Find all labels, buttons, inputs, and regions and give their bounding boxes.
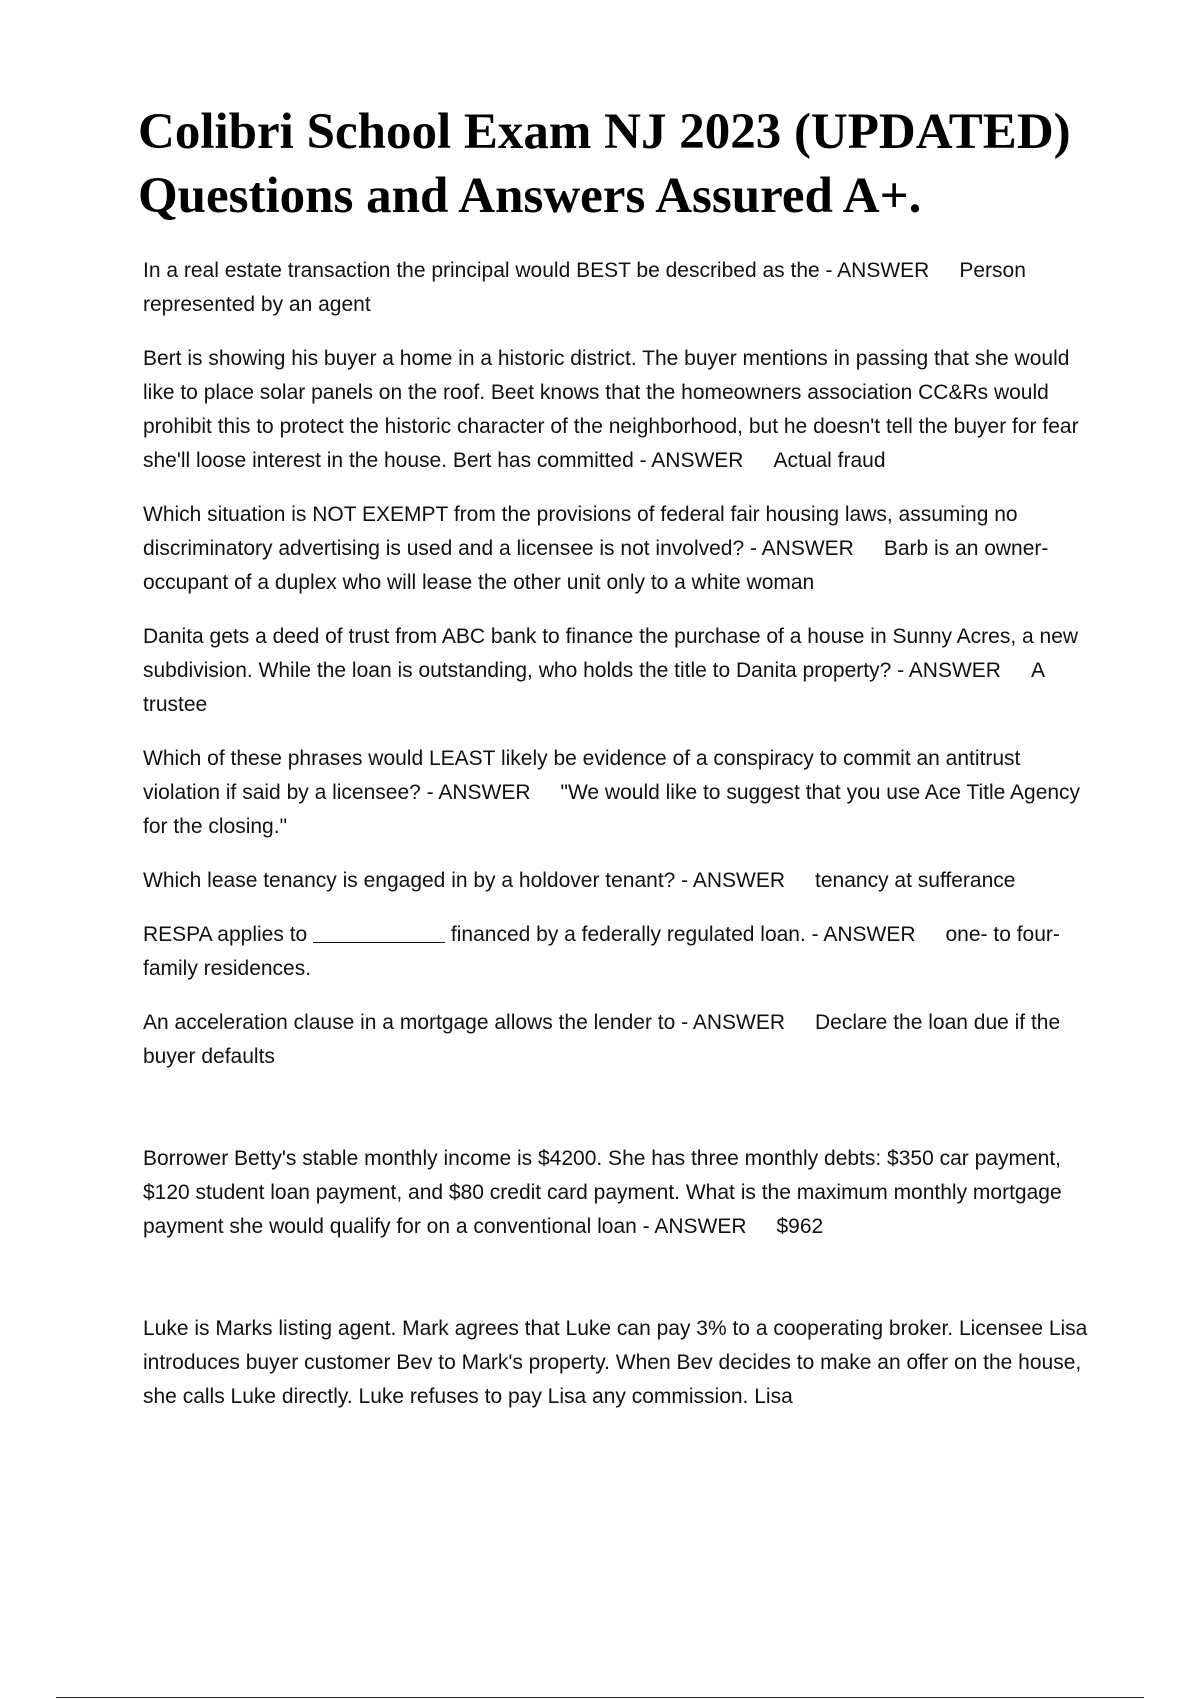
question-text: Luke is Marks listing agent. Mark agrees that Luke can pay 3% to a cooperating broker. Licensee Lisa introduces buyer customer Bev to Mark's property. When Bev decides to make an offer on the house, she calls Luke directly. Luke refuses to pay Lisa any commission. Lisa: [143, 1317, 1088, 1408]
page-footer-rule: [56, 1697, 1144, 1698]
qa-list: [143, 254, 1088, 1434]
question-text: In a real estate transaction the principal would BEST be described as the - ANSWER: [143, 259, 930, 282]
answer-text: A trustee: [143, 659, 1044, 716]
question-text: Danita gets a deed of trust from ABC bank to finance the purchase of a house in Sunny Acres, a new subdivision. While the loan is outstanding, who holds the title to Danita property? - ANSWER: [143, 625, 1079, 682]
qa-item: [143, 918, 1088, 986]
qa-item: [143, 620, 1088, 722]
question-text: Which lease tenancy is engaged in by a holdover tenant? - ANSWER: [143, 869, 786, 892]
question-text-after-blank: financed by a federally regulated loan. - ANSWER: [450, 923, 916, 946]
answer-text: Person represented by an agent: [143, 259, 1026, 316]
answer-text: one- to four-family residences.: [143, 923, 1060, 980]
answer-text: $962: [776, 1215, 824, 1238]
qa-item: [143, 1006, 1088, 1074]
answer-text: tenancy at sufferance: [815, 869, 1016, 892]
document-title: Colibri School Exam NJ 2023 (UPDATED) Questions and Answers Assured A+.: [138, 104, 1071, 224]
qa-item: [143, 342, 1088, 478]
question-text: An acceleration clause in a mortgage allows the lender to - ANSWER: [143, 1011, 785, 1034]
answer-text: Declare the loan due if the buyer defaults: [143, 1011, 1061, 1068]
fill-in-blank-line: [313, 941, 445, 943]
question-text: Bert is showing his buyer a home in a historic district. The buyer mentions in passing that she would like to place solar panels on the roof. Beet knows that the homeowners association CC&Rs would prohibit this to protect the historic character of the neighborhood, but he doesn't tell the buyer for fear she'll loose interest in the house. Bert has committed - ANSWER: [143, 347, 1079, 472]
question-text-before-blank: RESPA applies to: [143, 923, 308, 946]
qa-item: [143, 498, 1088, 600]
qa-item: [143, 864, 1088, 898]
answer-text: "We would like to suggest that you use Ace Title Agency for the closing.": [143, 781, 1081, 838]
answer-text: Actual fraud: [773, 449, 886, 472]
qa-item: [143, 254, 1088, 322]
qa-item: [143, 1142, 1088, 1244]
answer-text: Barb is an owner-occupant of a duplex who will lease the other unit only to a white woman: [143, 537, 1049, 594]
question-text: Which situation is NOT EXEMPT from the provisions of federal fair housing laws, assuming no discriminatory advertising is used and a licensee is not involved? - ANSWER: [143, 503, 1018, 560]
qa-item: [143, 742, 1088, 844]
qa-item: [143, 1312, 1088, 1414]
question-text: Which of these phrases would LEAST likely be evidence of a conspiracy to commit an antitrust violation if said by a licensee? - ANSWER: [143, 747, 1021, 804]
question-text: Borrower Betty's stable monthly income is $4200. She has three monthly debts: $350 car payment, $120 student loan payment, and $80 credit card payment. What is the maximum monthly mortgage payment she would qualify for on a conventional loan - ANSWER: [143, 1147, 1062, 1238]
